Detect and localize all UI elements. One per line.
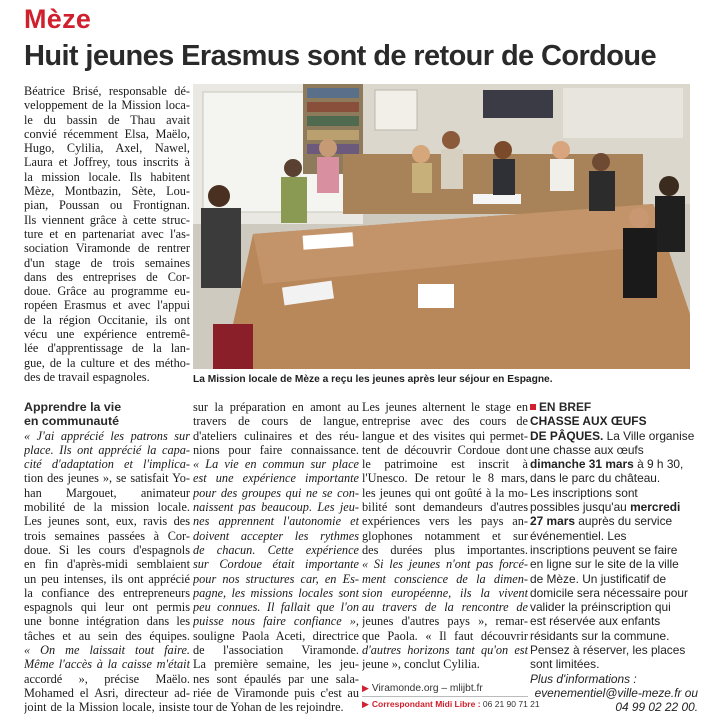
text-line: bilité sont demandeurs d'autres xyxy=(362,500,528,515)
article-column-1 xyxy=(24,400,190,715)
text-line: pour nos structures car, en Es- xyxy=(193,571,359,586)
text-line: d'un stage de trois semaines xyxy=(24,255,190,270)
text-line: doivent accepter les rythmes xyxy=(193,528,359,543)
text-line: l'Unesco. De retour le 8 mars, xyxy=(362,471,528,486)
text-line: « La vie en commun sur place xyxy=(193,457,359,472)
text-line: ropéen Erasmus et avec l'appui xyxy=(24,298,190,313)
article-column-3 xyxy=(362,400,528,672)
text-line: le patrimoine est inscrit à xyxy=(362,457,528,472)
text-line: glophones notamment et sur xyxy=(362,528,528,543)
links-text[interactable]: Viramonde.org – mlijbt.fr xyxy=(371,683,483,694)
article-headline: Huit jeunes Erasmus sont de retour de Cordoue xyxy=(24,40,657,72)
en-bref-line: sont limitées. xyxy=(530,657,600,672)
text-line: en fin d'après-midi semblaient xyxy=(24,557,190,572)
text-line: peu connues. Il fallait que l'on xyxy=(193,600,359,615)
en-bref-line: de Mèze. Un justificatif de xyxy=(530,571,667,586)
subheading-line-1: Apprendre la vie xyxy=(24,400,122,414)
text-line: au travers de la rencontre de xyxy=(362,600,528,615)
text-line: une bonne intégration dans les xyxy=(24,614,190,629)
text-line: des durées plus importantes. xyxy=(362,542,528,557)
text-line: dans des entreprises de Cor- xyxy=(24,269,190,284)
group-photo-illustration xyxy=(193,84,690,369)
en-bref-title-text: EN BREF xyxy=(539,400,592,414)
text-line: de la région Occitanie, ils ont xyxy=(24,312,190,327)
en-bref-line: dimanche 31 mars à 9 h 30, xyxy=(530,457,684,472)
text-line: sur Cordoue était importante xyxy=(193,557,359,572)
correspondent-phone: 06 21 90 71 21 xyxy=(482,699,540,709)
correspondent-line xyxy=(362,699,540,710)
text-line: est une expérience importante xyxy=(193,471,359,486)
text-line: pagne, les missions locales sont xyxy=(193,585,359,600)
en-bref-line: domicile sera nécessaire pour xyxy=(530,585,688,600)
text-line: un peu intenses, ils ont apprécié xyxy=(24,571,190,586)
text-line: convié récemment Elsa, Maëlo, xyxy=(24,126,190,141)
text-line: Ils viennent grâce à cette struc- xyxy=(24,212,190,227)
text-line: expériences vers les pays an- xyxy=(362,514,528,529)
text-line: de l'association Viramonde. xyxy=(193,643,359,658)
en-bref-info-line[interactable]: evenementiel@ville-meze.fr ou xyxy=(534,685,698,700)
text-line: souligne Paola Aceti, directrice xyxy=(193,628,359,643)
arrow-right-icon: ▶ xyxy=(362,699,369,709)
text-line: gue, de la culture et des métho- xyxy=(24,355,190,370)
text-line: trois semaines passées à Cor- xyxy=(24,528,190,543)
text-line: Mèze, Montbazin, Sète, Lou- xyxy=(24,184,190,199)
text-line: tent de découvrir Cordoue dont xyxy=(362,442,528,457)
text-line: jeune », conclut Cylilia. xyxy=(362,657,480,672)
text-line: puisse nous faire confiance », xyxy=(193,614,359,629)
correspondent-label: Correspondant Midi Libre : xyxy=(371,699,481,709)
en-bref-line: 27 mars auprès du service xyxy=(530,514,673,529)
text-line: accordé », précise Maëlo. xyxy=(24,671,190,686)
en-bref-line: Pensez à réserver, les places xyxy=(530,643,686,658)
arrow-right-icon: ▶ xyxy=(362,683,369,693)
text-line: naissent pas beaucoup. Les jeu- xyxy=(193,500,359,515)
en-bref-line: La Ville organise xyxy=(606,428,695,443)
text-line: le du bassin de Thau avait xyxy=(24,112,190,127)
text-line: la mission locale. Ils habitent xyxy=(24,169,190,184)
text-line: tour de Yohan de les rejoindre. xyxy=(193,700,344,715)
text-line: Même l'accès à la caisse m'était xyxy=(24,657,190,672)
en-bref-info-line: Plus d'informations : xyxy=(530,671,637,686)
divider xyxy=(362,696,528,697)
en-bref-box xyxy=(530,400,698,715)
article-column-2 xyxy=(193,400,359,715)
en-bref-line: est réservée aux enfants xyxy=(530,614,661,629)
text-line: « On me laissait tout faire. xyxy=(24,643,190,658)
text-line: sion européenne, ils la vivent xyxy=(362,585,528,600)
en-bref-line: valider la préinscription qui xyxy=(530,600,671,615)
text-line: Les jeunes sont, eux, ravis des xyxy=(24,514,190,529)
en-bref-line: résidants sur la commune. xyxy=(530,628,670,643)
en-bref-line: événementiel. Les xyxy=(530,528,627,543)
text-line: Les jeunes alternent le stage en xyxy=(362,400,528,414)
text-line: sociation Viramonde de rentrer xyxy=(24,241,190,256)
text-line: nes apprennent l'autonomie et xyxy=(193,514,359,529)
text-line: langue et des visites qui permet- xyxy=(362,428,528,443)
text-line: que Paola. « Il faut découvrir xyxy=(362,628,528,643)
text-line: mobilité de la mission locale. xyxy=(24,500,190,515)
en-bref-line: dans le parc du château. xyxy=(530,471,661,486)
text-line: tâches et au sein des équipes. xyxy=(24,628,190,643)
subheading-line-2: en communauté xyxy=(24,414,120,429)
text-line: ment conscience de la dimen- xyxy=(362,571,528,586)
text-line: Hugo, Cylilia, Axel, Nawel, xyxy=(24,141,190,156)
text-line: pour des groupes qui ne se con- xyxy=(193,485,359,500)
en-bref-line: une chasse aux œufs xyxy=(530,442,644,457)
text-line: cité d'adaptation et l'implica- xyxy=(24,457,190,472)
text-line: des de travail espagnoles. xyxy=(24,369,150,384)
text-line: nes sont épaulés par une sala- xyxy=(193,671,359,686)
text-line: place. Ils ont apprécié la capa- xyxy=(24,442,190,457)
text-line: les jeunes qui ont goûté à la mo- xyxy=(362,485,528,500)
text-line: la confiance des entrepreneurs xyxy=(24,585,190,600)
en-bref-title xyxy=(530,400,698,414)
text-line: travers de cours de langue, xyxy=(193,414,359,429)
text-line: doue. Si les cours d'espagnols xyxy=(24,542,190,557)
text-line: Béatrice Brisé, responsable dé- xyxy=(24,84,190,98)
text-line: sur la préparation en amont au xyxy=(193,400,359,414)
text-line: espagnols qui leur ont permis xyxy=(24,600,190,615)
text-line: Laura et Joffrey, tous inscrits à xyxy=(24,155,190,170)
text-line: « J'ai apprécié les patrons sur xyxy=(24,428,190,443)
photo-caption: La Mission locale de Mèze a reçu les jeunes après leur séjour en Espagne. xyxy=(193,374,553,385)
text-line: veloppement de la Mission loca- xyxy=(24,98,190,113)
section-kicker: Mèze xyxy=(24,4,92,34)
text-line: riée de Viramonde puis c'est au xyxy=(193,685,359,700)
en-bref-heading-2: DE PÂQUES. xyxy=(530,428,604,443)
text-line: tion des jeunes », se satisfait Yo- xyxy=(24,471,190,486)
article-photo xyxy=(193,84,690,369)
en-bref-heading-2-line xyxy=(530,429,698,443)
text-line: han Margouet, animateur xyxy=(24,485,190,500)
en-bref-line: Les inscriptions sont xyxy=(530,485,638,500)
text-line: « Si les jeunes n'ont pas forcé- xyxy=(362,557,528,572)
text-line: ture et en partenariat avec l'as- xyxy=(24,226,190,241)
en-bref-line: possibles jusqu'au mercredi xyxy=(530,500,681,515)
en-bref-line: inscriptions peuvent se faire xyxy=(530,542,678,557)
text-line: joint de la Mission locale, insiste xyxy=(24,700,190,715)
red-square-icon xyxy=(530,404,536,410)
text-line: d'ateliers culinaires et des réu- xyxy=(193,428,359,443)
text-line: doue. Grâce au programme eu- xyxy=(24,284,190,299)
text-line: Mohamed el Asri, directeur ad- xyxy=(24,685,190,700)
en-bref-line: en ligne sur le site de la ville xyxy=(530,557,679,572)
text-line: La première semaine, les jeu- xyxy=(193,657,359,672)
text-line: d'autres horizons tant qu'on est xyxy=(362,643,528,658)
intro-text xyxy=(24,84,190,384)
text-line: pian, Poussan ou Frontignan. xyxy=(24,198,190,213)
text-line: vécu une expérience entremê- xyxy=(24,327,190,342)
text-line: nions pour faire connaissance. xyxy=(193,442,359,457)
en-bref-info-line: 04 99 02 22 00. xyxy=(615,700,698,715)
en-bref-heading-1: CHASSE AUX ŒUFS xyxy=(530,414,647,429)
website-links[interactable] xyxy=(362,683,483,694)
text-line: lée d'apprentissage de la lan- xyxy=(24,341,190,356)
text-line: de chacun. Cette expérience xyxy=(193,542,359,557)
text-line: entreprise avec des cours de xyxy=(362,414,528,429)
text-line: jeunes d'autres pays », remar- xyxy=(362,614,528,629)
